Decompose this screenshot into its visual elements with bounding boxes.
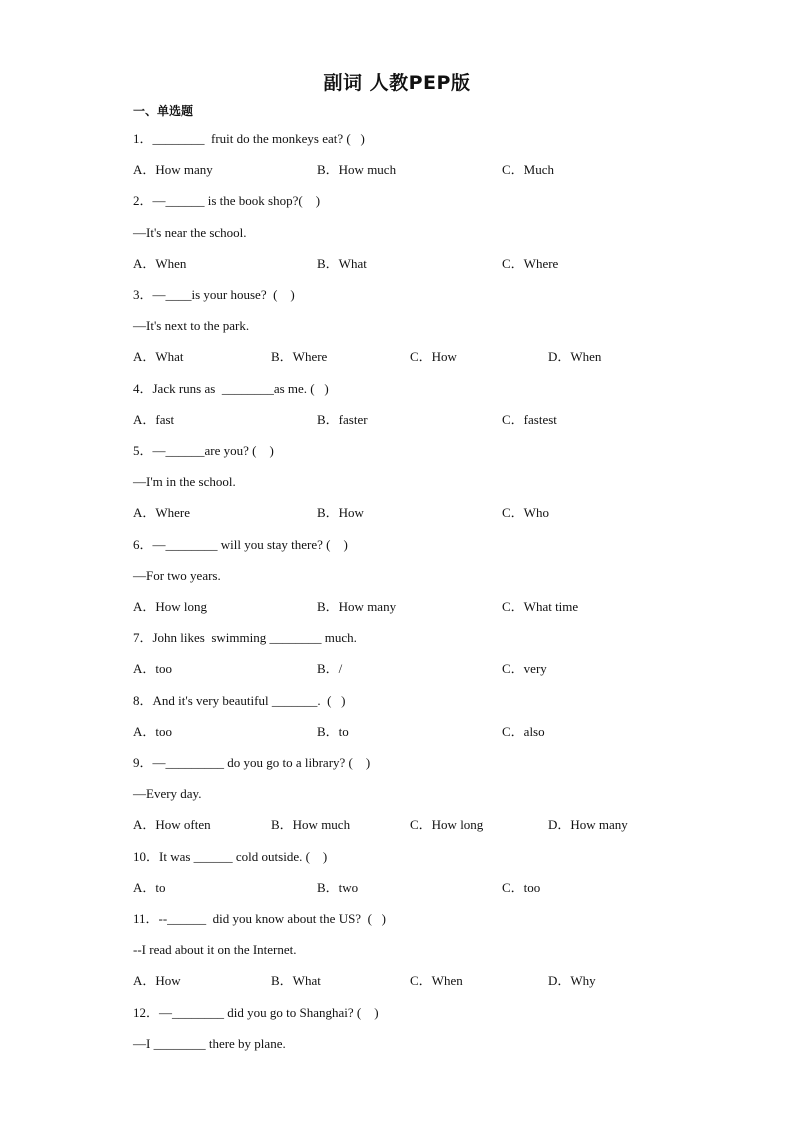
question-8-option-b[interactable]: B．to <box>317 724 349 739</box>
question-11-option-a[interactable]: A．How <box>133 973 181 988</box>
question-4-option-c[interactable]: C．fastest <box>502 412 557 427</box>
question-9-stem: 9．—_________ do you go to a library? ( ) <box>133 755 371 770</box>
question-1-option-c[interactable]: C．Much <box>502 162 555 177</box>
question-11-option-c[interactable]: C．When <box>410 973 463 988</box>
question-2-reply: —It's near the school. <box>133 225 247 240</box>
question-5-option-b[interactable]: B．How <box>317 505 364 520</box>
question-3-reply: —It's next to the park. <box>133 318 250 333</box>
question-11-option-b[interactable]: B．What <box>271 973 321 988</box>
question-9-option-b[interactable]: B．How much <box>271 817 351 832</box>
question-10-stem: 10．It was ______ cold outside. ( ) <box>133 849 328 864</box>
question-2-stem: 2．—______ is the book shop?( ) <box>133 193 321 208</box>
question-7-stem: 7．John likes swimming ________ much. <box>133 630 357 645</box>
question-4-option-b[interactable]: B．faster <box>317 412 368 427</box>
question-9-reply: —Every day. <box>133 786 202 801</box>
question-2-option-a[interactable]: A．When <box>133 256 187 271</box>
question-6-option-a[interactable]: A．How long <box>133 599 208 614</box>
question-1-stem: 1．________ fruit do the monkeys eat? ( ) <box>133 131 365 146</box>
question-7-option-a[interactable]: A．too <box>133 661 173 676</box>
question-8-option-a[interactable]: A．too <box>133 724 173 739</box>
question-7-option-b[interactable]: B．/ <box>317 661 343 676</box>
question-6-option-c[interactable]: C．What time <box>502 599 579 614</box>
question-11-option-d[interactable]: D．Why <box>548 973 596 988</box>
question-12-reply: —I ________ there by plane. <box>133 1036 286 1051</box>
question-4-option-a[interactable]: A．fast <box>133 412 175 427</box>
question-3-stem: 3．—____is your house? ( ) <box>133 287 295 302</box>
question-6-reply: —For two years. <box>133 568 221 583</box>
question-3-option-c[interactable]: C．How <box>410 349 457 364</box>
section-heading: 一、单选题 <box>133 104 194 118</box>
question-2-option-c[interactable]: C．Where <box>502 256 559 271</box>
question-6-stem: 6．—________ will you stay there? ( ) <box>133 537 348 552</box>
question-9-option-a[interactable]: A．How often <box>133 817 211 832</box>
question-1-option-b[interactable]: B．How much <box>317 162 397 177</box>
question-1-option-a[interactable]: A．How many <box>133 162 213 177</box>
page-title: 副词 人教PEP版 <box>323 72 471 94</box>
question-10-option-b[interactable]: B．two <box>317 880 359 895</box>
question-8-stem: 8．And it's very beautiful _______. ( ) <box>133 693 346 708</box>
question-3-option-a[interactable]: A．What <box>133 349 184 364</box>
question-10-option-c[interactable]: C．too <box>502 880 541 895</box>
question-9-option-c[interactable]: C．How long <box>410 817 484 832</box>
question-5-stem: 5．—______are you? ( ) <box>133 443 274 458</box>
question-3-option-d[interactable]: D．When <box>548 349 602 364</box>
question-12-stem: 12．—________ did you go to Shanghai? ( ) <box>133 1005 379 1020</box>
question-11-stem: 11．--______ did you know about the US? ( ) <box>133 911 386 926</box>
question-7-option-c[interactable]: C．very <box>502 661 547 676</box>
question-5-reply: —I'm in the school. <box>133 474 236 489</box>
question-4-stem: 4．Jack runs as ________as me. ( ) <box>133 381 329 396</box>
question-6-option-b[interactable]: B．How many <box>317 599 397 614</box>
question-3-option-b[interactable]: B．Where <box>271 349 328 364</box>
question-5-option-a[interactable]: A．Where <box>133 505 191 520</box>
question-10-option-a[interactable]: A．to <box>133 880 166 895</box>
question-5-option-c[interactable]: C．Who <box>502 505 549 520</box>
question-2-option-b[interactable]: B．What <box>317 256 367 271</box>
question-8-option-c[interactable]: C．also <box>502 724 545 739</box>
question-9-option-d[interactable]: D．How many <box>548 817 628 832</box>
question-11-reply: --I read about it on the Internet. <box>133 942 297 957</box>
